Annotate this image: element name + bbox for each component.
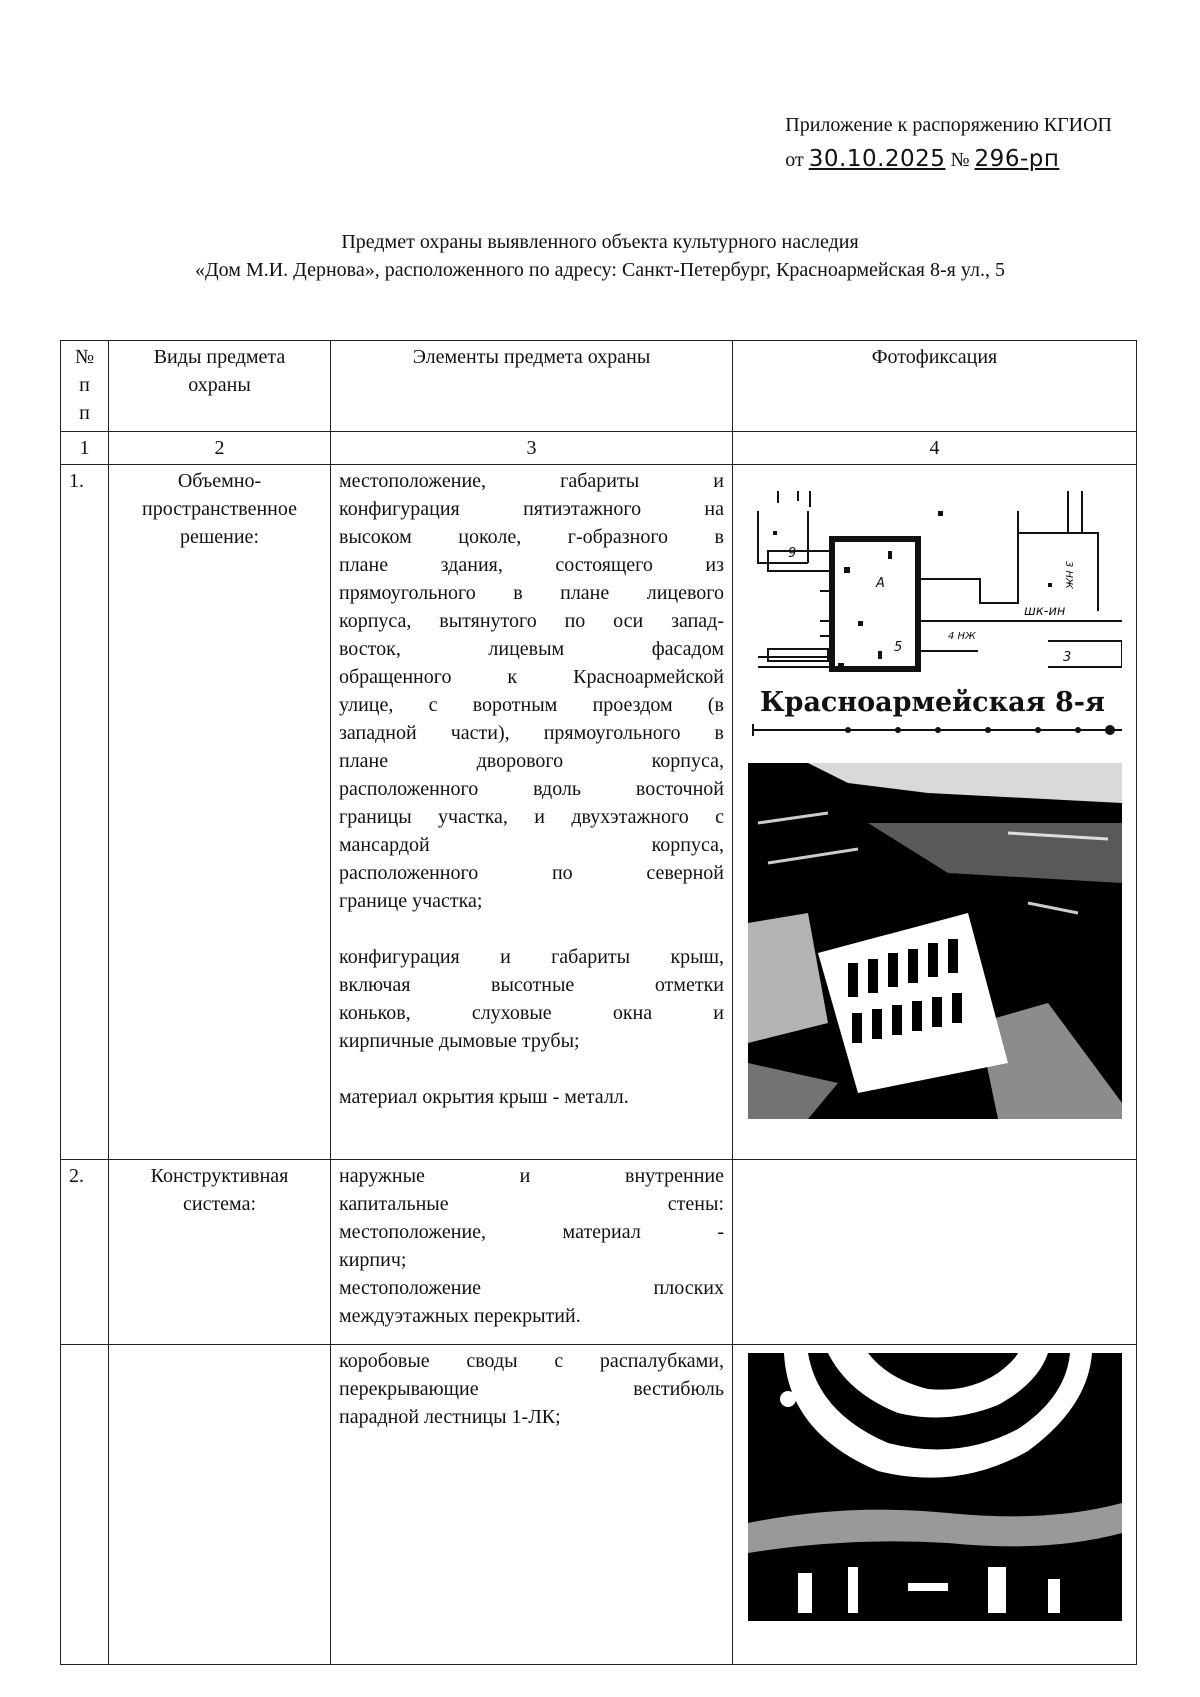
map-label-ish: шк-ин xyxy=(1023,604,1065,619)
column-number: 1 xyxy=(61,432,109,465)
row-kind xyxy=(109,1345,331,1665)
row-number xyxy=(61,1345,109,1665)
appendix-reference xyxy=(785,108,1112,177)
row-number: 1. xyxy=(61,465,109,1160)
column-number: 3 xyxy=(331,432,733,465)
column-number: 4 xyxy=(733,432,1137,465)
header-kind: Виды предмета охраны xyxy=(109,341,331,432)
row-elements: коробовые своды с распалубками, перекрывающие вестибюль парадной лестницы 1-ЛК; xyxy=(331,1345,733,1665)
row-kind: Конструктивная система: xyxy=(109,1160,331,1345)
table-row xyxy=(61,1345,1137,1665)
protection-subject-table xyxy=(60,340,1137,1665)
map-label-3nzh: 3 НЖ xyxy=(1062,561,1074,589)
header-elements: Элементы предмета охраны xyxy=(331,341,733,432)
map-label-9: 9 xyxy=(787,546,796,561)
map-label-4nzh: 4 НЖ xyxy=(947,631,976,642)
column-number: 2 xyxy=(109,432,331,465)
aerial-photo xyxy=(748,763,1122,1119)
appendix-number: 296-рп xyxy=(974,146,1060,172)
table-row xyxy=(61,465,1137,1160)
vault-photo xyxy=(748,1353,1122,1621)
row-elements: местоположение, габариты и конфигурация пятиэтажного на высоком цоколе, г-образного в плане здания, состоящего из прямоугольного в плане лицевого корпуса, вытянутого по оси запад- восток, лицевым фасадом обращенного к Красноармейской улице, с воротным проездом (в западной части), прямоугольного в плане дворового корпуса, расположенного вдоль восточной границы участка, и двухэтажного с мансардой корпуса, расположенного по северной границе участка; конфигурация и габариты крыш, включая высотные отметки коньков, слуховые окна и кирпичные дымовые трубы; материал окрытия крыш - металл. xyxy=(331,465,733,1160)
table-header-row xyxy=(61,341,1137,432)
row-elements: наружные и внутренние капитальные стены: местоположение, материал - кирпич; местоположение плоских междуэтажных перекрытий. xyxy=(331,1160,733,1345)
site-plan-map xyxy=(748,471,1122,751)
title-line-1: Предмет охраны выявленного объекта культурного наследия xyxy=(341,231,859,253)
column-number-row xyxy=(61,432,1137,465)
appendix-date: 30.10.2025 xyxy=(808,146,946,172)
row-photos xyxy=(733,1160,1137,1345)
map-label-5: 5 xyxy=(893,640,902,655)
map-street-label: Красноармейская 8-я xyxy=(759,687,1105,718)
row-photos xyxy=(733,465,1137,1160)
title-line-2: «Дом М.И. Дернова», расположенного по адресу: Санкт-Петербург, Красноармейская 8-я ул., 5 xyxy=(195,259,1005,281)
row-kind: Объемно- пространственное решение: xyxy=(109,465,331,1160)
header-number: № п п xyxy=(61,341,109,432)
appendix-date-line xyxy=(785,142,1112,177)
appendix-line: Приложение к распоряжению КГИОП xyxy=(785,114,1112,136)
appendix-prefix: от xyxy=(785,149,804,171)
document-title xyxy=(60,228,1140,284)
header-photo: Фотофиксация xyxy=(733,341,1137,432)
appendix-number-sign: № xyxy=(950,149,970,171)
row-photos xyxy=(733,1345,1137,1665)
table-row xyxy=(61,1160,1137,1345)
map-label-a: А xyxy=(875,576,885,591)
map-label-3: 3 xyxy=(1062,650,1071,665)
row-number: 2. xyxy=(61,1160,109,1345)
